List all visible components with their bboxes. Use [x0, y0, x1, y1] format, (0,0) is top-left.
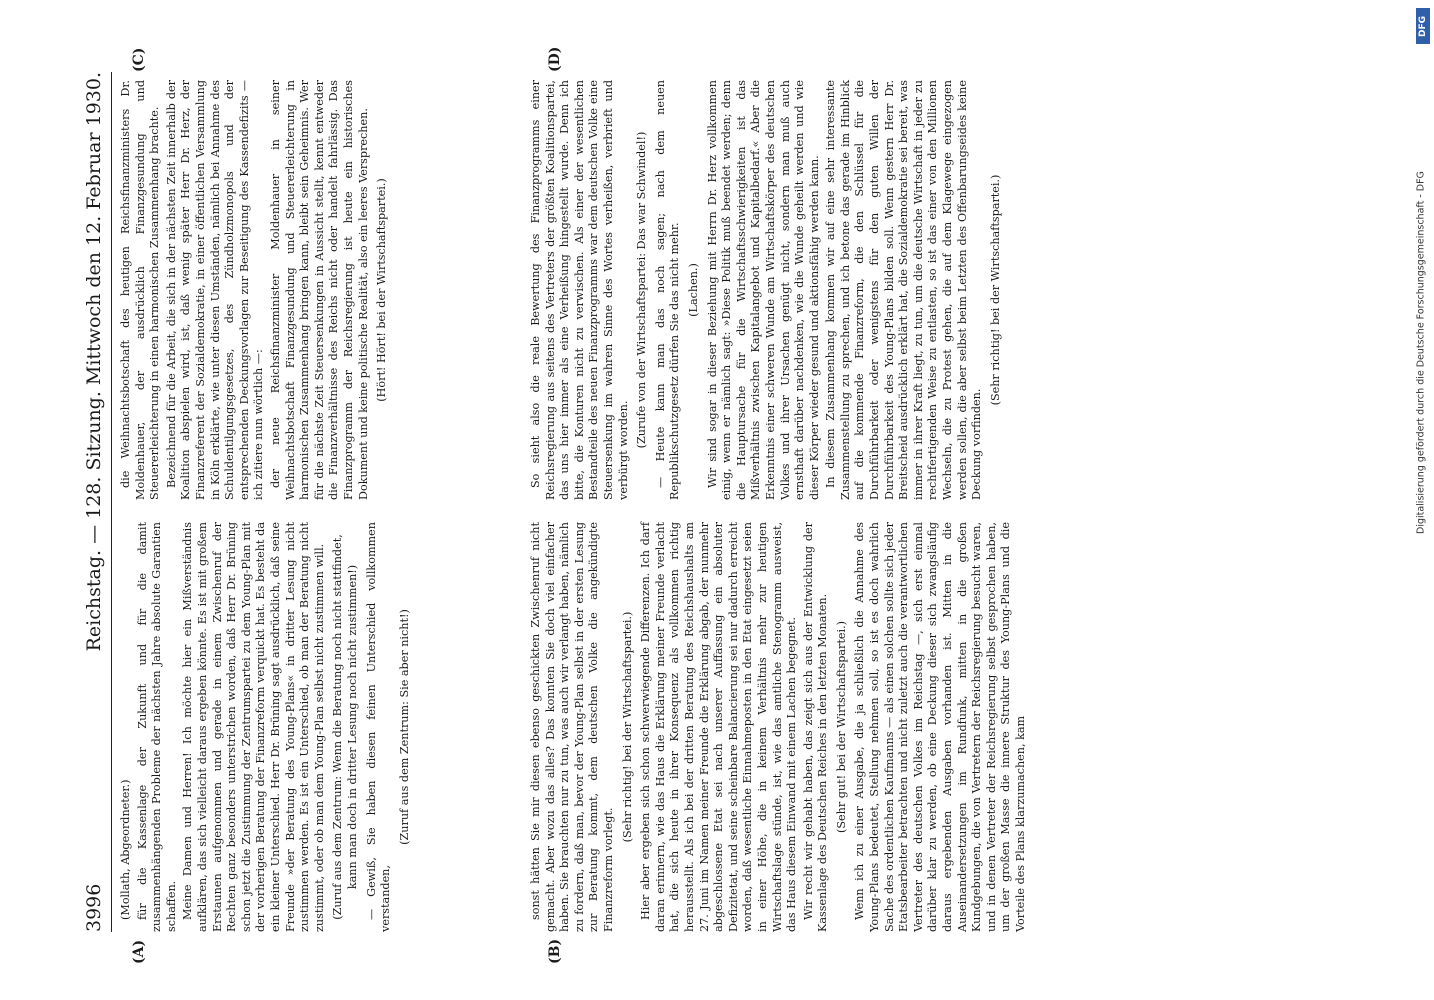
interjection: (Zuruf aus dem Zentrum: Sie aber nicht!) [397, 609, 411, 845]
paragraph: sonst hätten Sie mir diesen ebenso geschickten Zwischenruf nicht gemacht. Aber wozu das alles? Das konnten Sie doch viel einfacher haben. Sie brauchten nur zu tun, was auch wir verlangt haben, nämlich zu fordern, daß man, bevor der Young-Plan selbst in der ersten Lesung zur Beratung kommt, dem deutschen Volke die angekündigte Finanzreform vorlegt. [529, 522, 615, 932]
paragraph: für die Kassenlage der Zukunft und für die damit zusammenhängenden Probleme der nächsten Jahre absolute Garantien schaffen. [135, 522, 178, 932]
margin-marker-a: (A) [131, 939, 147, 964]
paragraph: der neue Reichsfinanzminister Moldenhauer in seiner Weihnachtsbotschaft Finanzgesundung und Steuererleichterung in harmonischen Zusammenhang bringen kann, bleibt sein Geheimnis. Wer für die nächste Zeit Steuersenkungen in Aussicht stellt, kennt entweder die Finanzverhältnisse des Reichs nicht oder handelt fahrlässig. Das Finanzprogramm der Reichsregierung ist heute ein historisches Dokument und keine politische Realität, also ein leeres Versprechen. [268, 80, 370, 500]
margin-marker-d: (D) [547, 46, 563, 72]
session-title: Reichstag. — 128. Sitzung. Mittwoch den 12. Februar 1930. [83, 72, 105, 652]
interjection: (Zurufe von der Wirtschaftspartei: Das war Schwindel!) [635, 131, 649, 449]
interjection: (Sehr richtig! bei der Wirtschaftspartei.) [988, 174, 1002, 406]
interjection: (Zuruf aus dem Zentrum: Wenn die Beratung noch nicht stattfindet, kann man doch in dritter Lesung noch nicht zustimmen!) [331, 534, 359, 920]
margin-marker-c: (C) [131, 47, 147, 72]
interjection: (Lachen.) [686, 263, 700, 317]
paragraph: In diesem Zusammenhang kommen wir auf eine sehr interessante Zusammenstellung zu sprechen, und ich betone das gerade im Hinblick auf die kommende Finanzreform, die den Schlüssel für die Durchführbarkeit oder wenigstens für den guten Willen der Durchführbarkeit des Young-Plans bilden soll. Wenn gestern Herr Dr. Breitscheid ausdrücklich erklärt hat, die Sozialdemokratie sei bereit, was immer in ihrer Kraft liegt, zu tun, um die deutsche Wirtschaft in jeder zu rechtfertigenden Weise zu entlasten, so ist das einer von den Millionen Wechseln, die zu Protest gehen, die auf dem Klagewege eingezogen werden sollen, die aber selbst beim Letzten des Offenbarungseides keine Deckung vorfinden. [824, 80, 984, 500]
paragraph: Bezeichnend für die Arbeit, die sich in der nächsten Zeit innerhalb der Koalition abspielen wird, ist, daß wenig später Herr Dr. Herz, der Finanzreferent der Sozialdemokratie, in einer öffentlichen Versammlung in Köln erklärte, wie unter diesen Umständen, nämlich bei Annahme des Schuldentilgungsgesetzes, des Zündholzmonopols und der entsprechenden Deckungsvorlagen zur Beseitigung des Kassendefizits — ich zitiere nun wörtlich —: [164, 80, 266, 500]
column-upper-left [119, 522, 439, 932]
digitization-credit: Digitalisierung gefördert durch die Deutsche Forschungsgemeinschaft - DFG [1415, 171, 1427, 535]
paragraph: — Gewiß, Sie haben diesen feinen Unterschied vollkommen verstanden, [364, 522, 393, 932]
paragraph: Wenn ich zu einer Ausgabe, die ja schließlich die Annahme des Young-Plans bedeutet, Stellung nehmen soll, so ist es doch wahrlich Sache des ordentlichen Kaufmanns — als einen solchen sollte sich jeder Etatsbearbeiter betrachten und nicht zuletzt auch die verantwortlichen Vertreter des deutschen Volkes im Reichstag —, sich erst einmal darüber klar zu werden, ob eine Deckung dieser sich zwangsläufig daraus ergebenden Ausgaben vorhanden ist. Mitten in die Auseinandersetzungen im Rundfunk, mitten in die großen Kundgebungen, die von Vertretern der Reichsregierung besucht waren, und in denen Vertreter der Reichsregierung selbst gesprochen haben, um der großen Masse die innere Struktur des Young-Plans und die Vorteile des Plans klarzumachen, kam [853, 522, 1027, 932]
paragraph: Hier aber ergeben sich schon schwerwiegende Differenzen. Ich darf daran erinnern, wie das Haus die Erklärung meiner Freunde verlacht hat, die sich heute in ihrer Konsequenz als vollkommen richtig herausstellt. Als ich bei der dritten Beratung des Reichshaushalts am 27. Juni im Namen meiner Freunde die Erklärung abgab, der nunmehr abgeschlossene Etat sei nach unserer Auffassung ein absoluter Defizitetat, und seine scheinbare Balancierung sei nur dadurch erreicht worden, daß wesentliche Einnahmeposten in den Etat eingesetzt seien in einer Höhe, die in keinem Verhältnis mehr zur heutigen Wirtschaftslage stünde, ist, wie das amtliche Stenogramm ausweist, das Haus diesem Einwand mit einem Lachen begegnet. [639, 522, 799, 932]
margin-marker-b: (B) [547, 938, 563, 964]
interjection: (Sehr richtig! bei der Wirtschaftspartei.) [620, 611, 634, 843]
column-lower-right [529, 80, 1002, 500]
paragraph: — Heute kann man das noch sagen; nach dem neuen Republikschutzgesetz dürfen Sie das nicht mehr. [653, 80, 682, 500]
interjection: (Sehr gut! bei der Wirtschaftspartei.) [834, 620, 848, 834]
rotated-document-page [77, 46, 1337, 964]
dfg-logo-badge: DFG [1416, 8, 1430, 44]
paragraph: (Mollath, Abgeordneter.) [119, 779, 132, 920]
page-number: 3996 [83, 883, 105, 932]
page-header [77, 72, 112, 932]
column-lower-left [529, 522, 1027, 932]
interjection: (Hört! Hört! bei der Wirtschaftspartei.) [375, 178, 389, 402]
column-upper-right [119, 80, 439, 500]
paragraph: Meine Damen und Herren! Ich möchte hier ein Mißverständnis aufklären, das sich vielleicht daraus ergeben könnte. Es ist mit großem Erstaunen aufgenommen und gerade in einem Zwischenruf der Rechten ganz besonders unterstrichen worden, daß Herr Dr. Brüning schon jetzt die Zustimmung der Zentrumspartei zu dem Young-Plan mit der vorherigen Beratung der Finanzreform verquickt hat. Es besteht da ein kleiner Unterschied. Herr Dr. Brüning sagt ausdrücklich, daß seine Freunde »der Beratung des Young-Plans« in dritter Lesung nicht zustimmen werden. Es ist ein Unterschied, ob man der Beratung nicht zustimmt, oder ob man dem Young-Plan selbst nicht zustimmen will. [181, 522, 326, 932]
paragraph: Wir recht wir gehabt haben, das zeigt sich aus der Entwicklung der Kassenlage des Deutschen Reiches in den letzten Monaten. [801, 522, 830, 932]
paragraph: Wir sind sogar in dieser Beziehung mit Herrn Dr. Herz vollkommen einig, wenn er nämlich sagt: »Diese Politik muß beendet werden; denn die Hauptursache für die Wirtschaftsschwierigkeiten ist das Mißverhältnis zwischen Kapitalangebot und Kapitalbedarf.« Aber die Erkenntnis einer schweren Wunde am Wirtschaftskörper des deutschen Volkes und ihrer Ursachen genügt nicht, sondern man muß auch ernsthaft darüber nachdenken, wie die Wunde geheilt werden und wie dieser Körper wieder gesund und aktionsfähig werden kann. [705, 80, 821, 500]
paragraph: So sieht also die reale Bewertung des Finanzprogramms einer Reichsregierung aus seitens des Vertreters der größten Koalitionspartei, das uns hier immer als eine Verheißung hingestellt wurde. Denn ich bitte, die Konturen nicht zu verwischen. Als einer der wesentlichen Bestandteile des neuen Finanzprogramms war dem deutschen Volke eine Steuersenkung im wahren Sinne des Wortes verheißen, verbrieft und verbürgt worden. [529, 80, 630, 500]
paragraph: die Weihnachtsbotschaft des heutigen Reichsfinanzministers Dr. Moldenhauer, der ausdrücklich Finanzgesundung und Steuererleichterung in einen harmonischen Zusammenhang brachte. [119, 80, 162, 500]
